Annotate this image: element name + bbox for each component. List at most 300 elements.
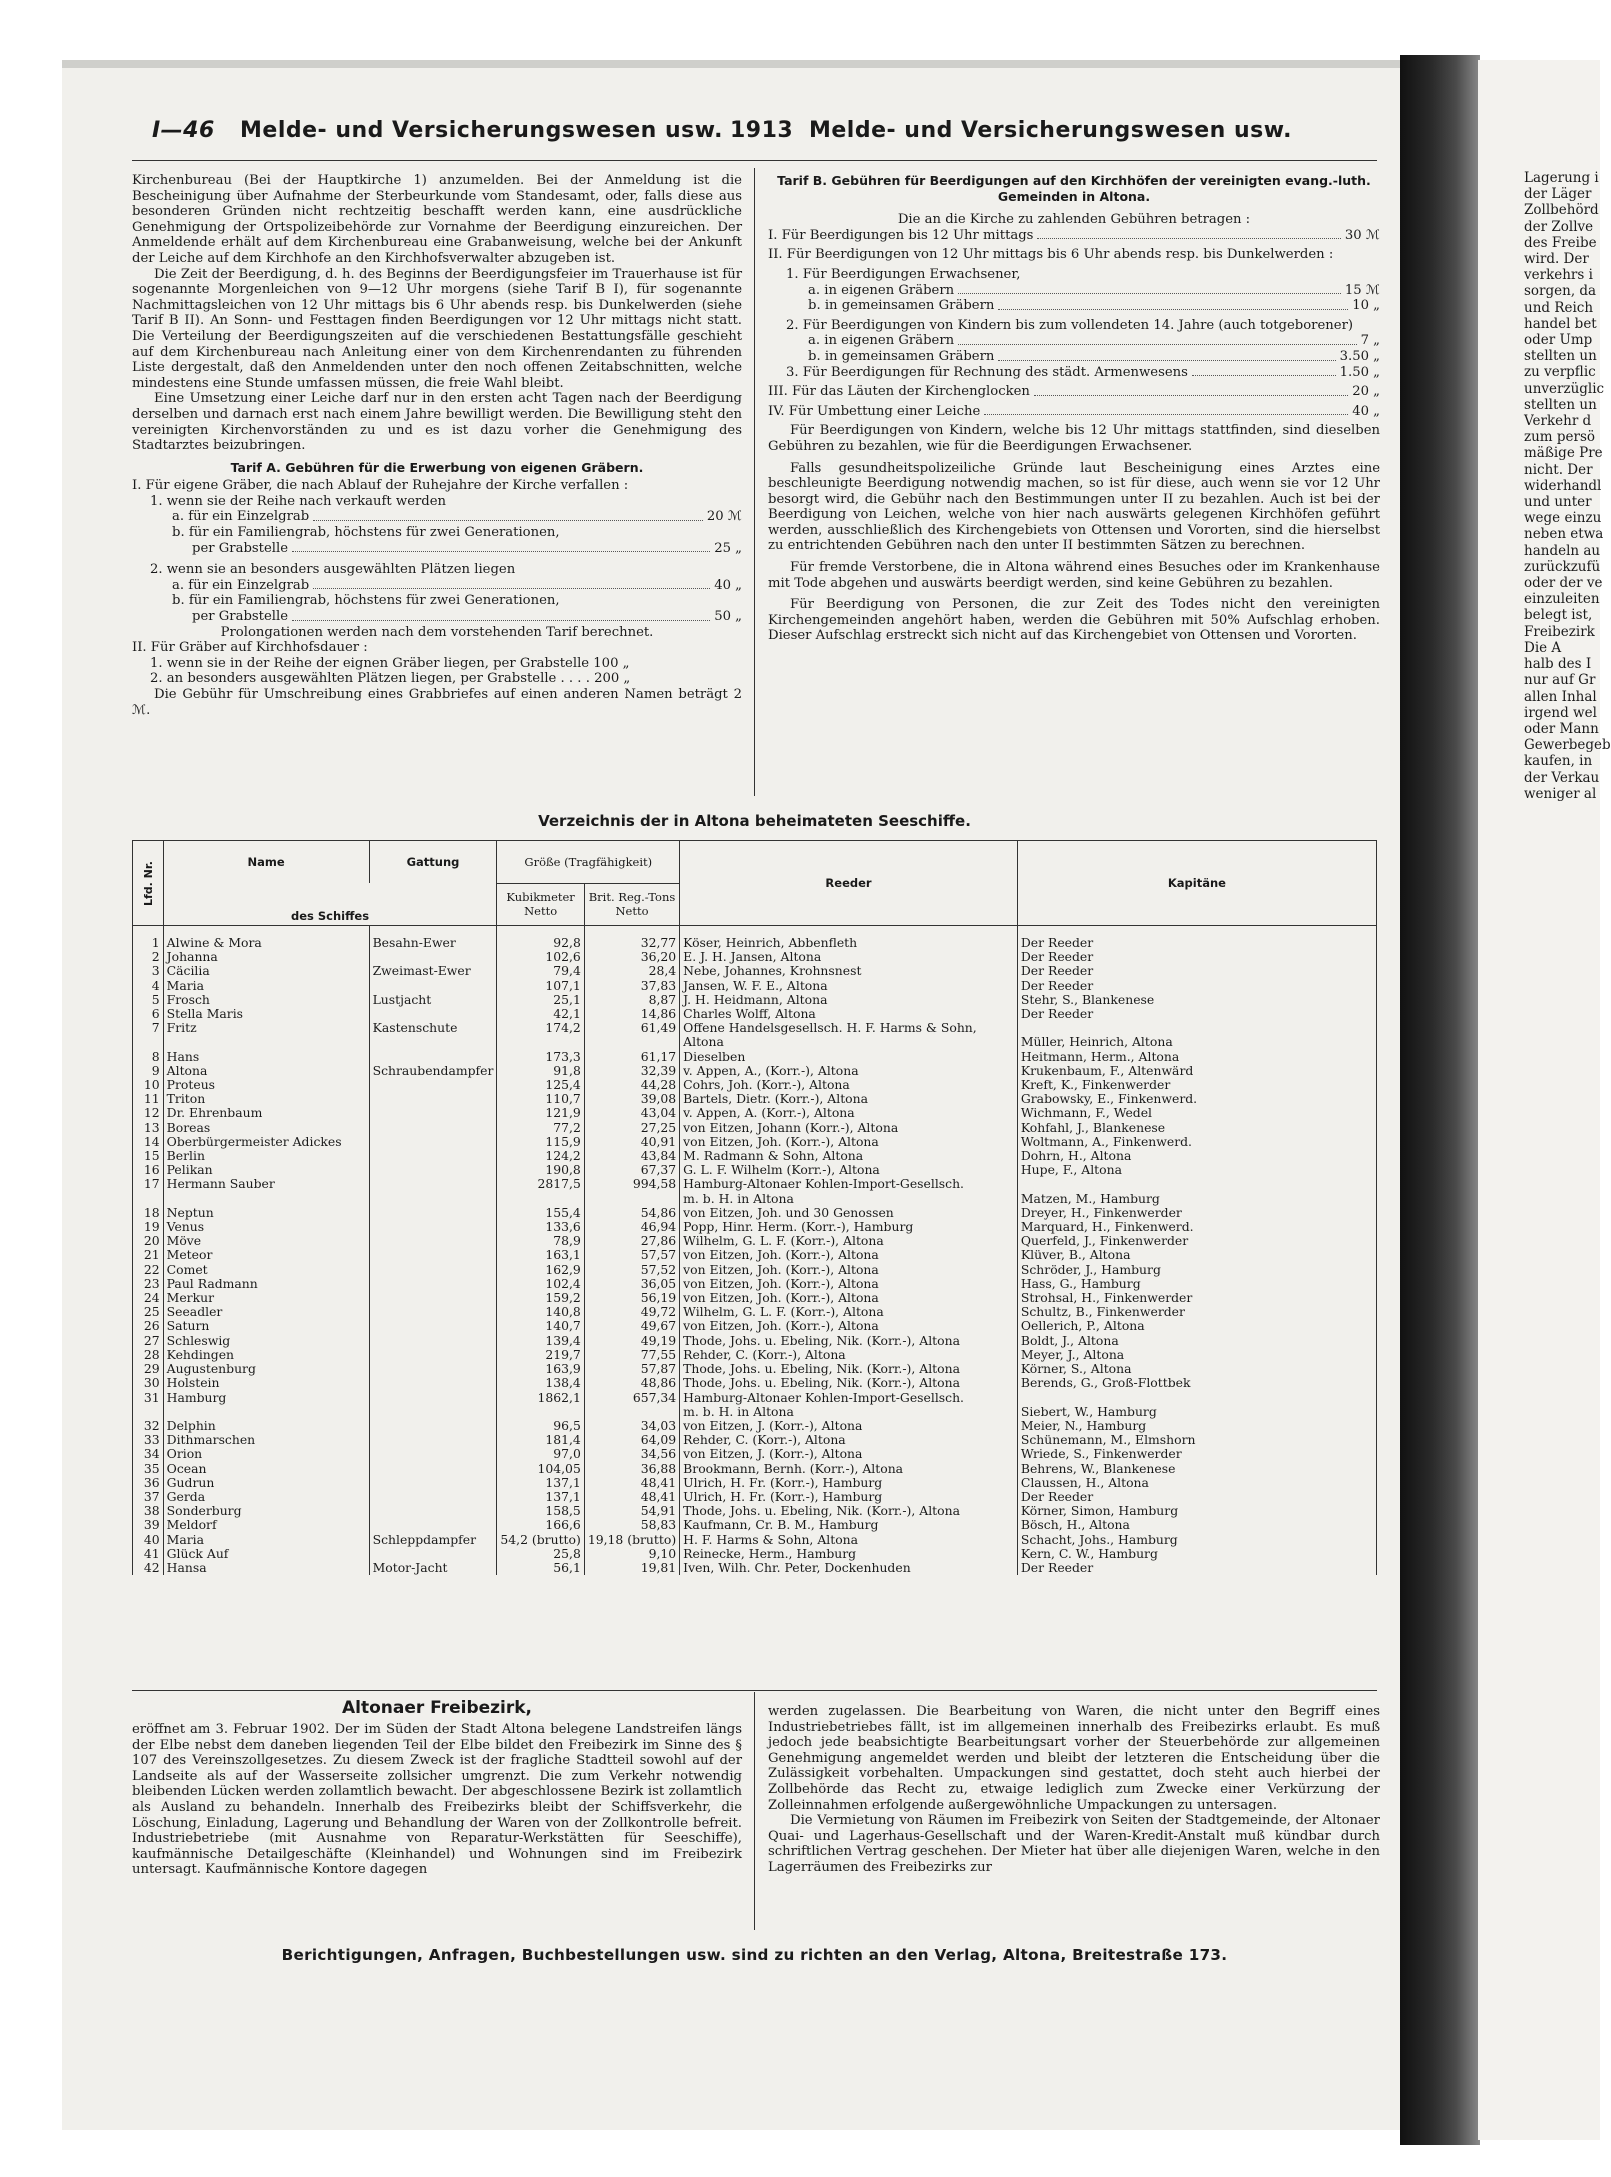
ship-captain: Der Reeder [1017, 1007, 1376, 1021]
table-row [133, 1490, 1377, 1504]
left-column [132, 173, 742, 718]
next-page-line: kaufen, in [1524, 753, 1593, 770]
ship-owner: Hamburg-Altonaer Kohlen-Import-Gesellsch. [680, 1177, 1018, 1191]
ship-brit: 34,03 [584, 1419, 679, 1433]
freibezirk-title: Altonaer Freibezirk, [341, 1698, 533, 1718]
ship-owner: Köser, Heinrich, Abbenfleth [680, 926, 1018, 951]
table-row [133, 1447, 1377, 1461]
ship-name: Maria [163, 979, 369, 993]
ship-brit: 43,84 [584, 1149, 679, 1163]
ship-name: Schleswig [163, 1334, 369, 1348]
next-page-line: mäßige Pre [1524, 445, 1603, 462]
ship-owner: von Eitzen, J. (Korr.-), Altona [680, 1447, 1018, 1461]
ship-type [369, 1177, 497, 1191]
ship-owner: Thode, Johs. u. Ebeling, Nik. (Korr.-), Altona [680, 1334, 1018, 1348]
tarif-label: I. Für Beerdigungen bis 12 Uhr mittags [768, 227, 1034, 243]
ship-name: Hansa [163, 1561, 369, 1575]
table-row [133, 1376, 1377, 1390]
table-row [133, 1305, 1377, 1319]
ship-type [369, 1263, 497, 1277]
tarif-row [768, 349, 1380, 365]
next-page-line: belegt ist, [1524, 607, 1593, 624]
ship-nr: 5 [133, 993, 164, 1007]
next-page-line: der Läger [1524, 186, 1592, 203]
ship-brit: 48,41 [584, 1476, 679, 1490]
ship-captain: Müller, Heinrich, Altona [1017, 1035, 1376, 1049]
ship-kubik: 102,6 [497, 950, 584, 964]
ship-brit: 48,86 [584, 1376, 679, 1390]
paragraph: eröffnet am 3. Februar 1902. Der im Süden der Stadt Altona belegene Landstreifen längs der Elbe nebst dem daneben liegenden Teil der Elbe bildet den Freibezirk im Sinne des § 107 des Vereinszollgesetzes. Zu diesem Zweck ist der fragliche Stadtteil sowohl auf der Landseite als auf der Wasserseite zollsicher umgrenzt. Die zum Verkehr notwendig bleibenden Lücken werden zollamtlich bewacht. Der abgeschlossene Bezirk ist zollamtlich als Ausland zu behandeln. Innerhalb des Freibezirks bleibt der Schiffsverkehr, die Löschung, Einladung, Lagerung und Behandlung der Waren von der Zollkontrolle befreit. Industriebetriebe (mit Ausnahme von Reparatur-Werkstätten für Seeschiffe), kaufmännische Detailgeschäfte (Kleinhandel) und Wohnungen sind im Freibezirk untersagt. Kaufmännische Kontore dagegen [132, 1722, 742, 1878]
ship-name: Fritz [163, 1021, 369, 1035]
ship-name: Orion [163, 1447, 369, 1461]
ship-brit: 44,28 [584, 1078, 679, 1092]
ship-kubik: 115,9 [497, 1135, 584, 1149]
ship-nr: 11 [133, 1092, 164, 1106]
ship-captain: Schultz, B., Finkenwerder [1017, 1305, 1376, 1319]
scan-top-edge [62, 60, 1402, 68]
ship-nr [133, 1035, 164, 1049]
ship-owner: Thode, Johs. u. Ebeling, Nik. (Korr.-), Altona [680, 1362, 1018, 1376]
book-gutter [1400, 55, 1480, 2145]
ship-kubik: 133,6 [497, 1220, 584, 1234]
paragraph: Falls gesundheitspolizeiliche Gründe laut Bescheinigung eines Arztes eine beschleunigte Beerdigung notwendig machen, so ist für diese, auch wenn sie vor 12 Uhr besorgt wird, die Gebühr nach den Bestimmungen unter II zu bezahlen. Auch ist bei der Beerdigung von Leichen, welche von hier nach auswärts gelegenen Kirchhöfen geführt werden, ausschließlich des Kirchengebiets von Ottensen und Vororten, sind die hierselbst zu entrichtenden Gebühren nach den unter II bestimmten Sätzen zu berechnen. [768, 460, 1380, 554]
table-row [133, 1121, 1377, 1135]
ship-type [369, 1447, 497, 1461]
tarif-line: 1. wenn sie in der Reihe der eignen Gräber liegen, per Grabstelle 100 „ [150, 655, 630, 671]
table-row [133, 950, 1377, 964]
tarif-label: a. für ein Einzelgrab [172, 577, 310, 593]
ship-name: Meldorf [163, 1518, 369, 1532]
running-title-right: Melde- und Versicherungswesen usw. [808, 118, 1292, 143]
ship-type [369, 1007, 497, 1021]
ship-owner: Nebe, Johannes, Krohnsnest [680, 964, 1018, 978]
ship-name: Kehdingen [163, 1348, 369, 1362]
ship-captain: Der Reeder [1017, 979, 1376, 993]
tarif-line: b. für ein Familiengrab, höchstens für zwei Generationen, [172, 593, 560, 609]
next-page-line: oder Ump [1524, 332, 1593, 349]
ship-kubik: 166,6 [497, 1518, 584, 1532]
table-row [133, 1035, 1377, 1049]
ship-owner: E. J. H. Jansen, Altona [680, 950, 1018, 964]
tarif-label: III. Für das Läuten der Kirchenglocken [768, 384, 1030, 400]
table-row [133, 1206, 1377, 1220]
ship-nr: 16 [133, 1163, 164, 1177]
ship-nr: 24 [133, 1291, 164, 1305]
table-row [133, 1248, 1377, 1262]
ship-captain: Woltmann, A., Finkenwerd. [1017, 1135, 1376, 1149]
ship-table-body [133, 926, 1377, 1576]
ship-type [369, 1518, 497, 1532]
ship-name: Neptun [163, 1206, 369, 1220]
ship-kubik: 102,4 [497, 1277, 584, 1291]
tarif-label: per Grabstelle [192, 540, 288, 556]
next-page-line: wege einzu [1524, 510, 1602, 527]
ship-type [369, 1078, 497, 1092]
ship-kubik: 158,5 [497, 1504, 584, 1518]
ship-kubik: 173,3 [497, 1050, 584, 1064]
ship-captain: Krukenbaum, F., Altenwärd [1017, 1064, 1376, 1078]
ship-kubik: 181,4 [497, 1433, 584, 1447]
header-groesse: Größe (Tragfähigkeit) [497, 841, 680, 884]
ship-kubik: 138,4 [497, 1376, 584, 1390]
ship-brit: 61,49 [584, 1021, 679, 1035]
ship-type [369, 1433, 497, 1447]
ship-kubik: 139,4 [497, 1334, 584, 1348]
tarif-b-title: Tarif B. Gebühren für Beerdigungen auf den Kirchhöfen der vereinigten evang.-luth. Gemeinden in Altona. [777, 173, 1371, 204]
ship-brit [584, 1035, 679, 1049]
ship-type [369, 1050, 497, 1064]
ship-brit: 49,72 [584, 1305, 679, 1319]
ship-kubik: 125,4 [497, 1078, 584, 1092]
table-row [133, 1263, 1377, 1277]
header-des-schiffes: des Schiffes [163, 883, 497, 926]
ship-captain: Der Reeder [1017, 950, 1376, 964]
table-row [133, 1064, 1377, 1078]
ship-captain: Siebert, W., Hamburg [1017, 1405, 1376, 1419]
next-page-line: halb des I [1524, 656, 1592, 673]
ship-type [369, 1391, 497, 1405]
ship-type: Schraubendampfer [369, 1064, 497, 1078]
tarif-a-title: Tarif A. Gebühren für die Erwerbung von eigenen Gräbern. [230, 459, 644, 475]
ship-captain: Heitmann, Herm., Altona [1017, 1050, 1376, 1064]
paragraph: Für Beerdigungen von Kindern, welche bis 12 Uhr mittags stattfinden, sind dieselben Gebühren zu bezahlen, wie für die Beerdigungen Erwachsener. [768, 423, 1380, 454]
ship-owner: m. b. H. in Altona [680, 1192, 1018, 1206]
ship-nr: 4 [133, 979, 164, 993]
ship-kubik: 137,1 [497, 1490, 584, 1504]
ship-captain: Hupe, F., Altona [1017, 1163, 1376, 1177]
ship-type [369, 1121, 497, 1135]
ship-name: Glück Auf [163, 1547, 369, 1561]
ship-nr: 25 [133, 1305, 164, 1319]
table-row [133, 1561, 1377, 1575]
table-row [133, 1291, 1377, 1305]
ship-nr: 13 [133, 1121, 164, 1135]
ship-name: Altona [163, 1064, 369, 1078]
ship-owner: Dieselben [680, 1050, 1018, 1064]
table-row [133, 1433, 1377, 1447]
ship-owner: Ulrich, H. Fr. (Korr.-), Hamburg [680, 1476, 1018, 1490]
tarif-line: 2. Für Beerdigungen von Kindern bis zum vollendeten 14. Jahre (auch totgeborener) [786, 317, 1354, 333]
ship-brit: 27,86 [584, 1234, 679, 1248]
right-column [768, 173, 1380, 644]
ship-brit: 19,18 (brutto) [584, 1533, 679, 1547]
ship-name: Venus [163, 1220, 369, 1234]
ship-owner: G. L. F. Wilhelm (Korr.-), Altona [680, 1163, 1018, 1177]
next-page-line: Verkehr d [1524, 413, 1592, 430]
ship-name [163, 1192, 369, 1206]
ship-kubik: 174,2 [497, 1021, 584, 1035]
ship-owner: Reinecke, Herm., Hamburg [680, 1547, 1018, 1561]
ship-brit: 27,25 [584, 1121, 679, 1135]
ship-nr: 23 [133, 1277, 164, 1291]
next-page-line: handel bet [1524, 315, 1597, 332]
ship-brit: 48,41 [584, 1490, 679, 1504]
ship-kubik: 219,7 [497, 1348, 584, 1362]
ship-captain: Klüver, B., Altona [1017, 1248, 1376, 1262]
next-page-line: zurückzufü [1524, 558, 1601, 575]
ship-owner: Altona [680, 1035, 1018, 1049]
ship-brit: 32,77 [584, 926, 679, 951]
table-row [133, 1007, 1377, 1021]
ship-owner: v. Appen, A., (Korr.-), Altona [680, 1064, 1018, 1078]
ship-captain: Wichmann, F., Wedel [1017, 1106, 1376, 1120]
tarif-line: 2. an besonders ausgewählten Plätzen liegen, per Grabstelle . . . . 200 „ [150, 671, 631, 687]
ship-name: Frosch [163, 993, 369, 1007]
ship-owner: Charles Wolff, Altona [680, 1007, 1018, 1021]
ship-brit: 56,19 [584, 1291, 679, 1305]
ship-nr: 27 [133, 1334, 164, 1348]
ship-captain: Wriede, S., Finkenwerder [1017, 1447, 1376, 1461]
tarif-label: IV. Für Umbettung einer Leiche [768, 403, 981, 419]
tarif-row [768, 384, 1380, 400]
table-row [133, 1220, 1377, 1234]
ship-captain [1017, 1177, 1376, 1191]
ship-kubik [497, 1192, 584, 1206]
ship-brit [584, 1192, 679, 1206]
ship-captain: Matzen, M., Hamburg [1017, 1192, 1376, 1206]
next-page-line: einzuleiten [1524, 591, 1600, 608]
next-page-line: zu verpflic [1524, 364, 1596, 381]
ship-type [369, 1476, 497, 1490]
tarif-value: 15 ℳ [1344, 282, 1380, 298]
ship-type [369, 1092, 497, 1106]
ship-brit: 40,91 [584, 1135, 679, 1149]
tarif-line: 1. Für Beerdigungen Erwachsener, [786, 266, 1021, 282]
ship-name: Seeadler [163, 1305, 369, 1319]
page-header [152, 118, 1292, 152]
tarif-row [768, 333, 1380, 349]
ship-brit: 36,88 [584, 1462, 679, 1476]
ship-brit: 14,86 [584, 1007, 679, 1021]
ship-name: Hamburg [163, 1391, 369, 1405]
table-row [133, 1050, 1377, 1064]
ship-nr [133, 1405, 164, 1419]
table-row [133, 1234, 1377, 1248]
ship-captain: Der Reeder [1017, 964, 1376, 978]
ship-name: Gerda [163, 1490, 369, 1504]
ship-type [369, 950, 497, 964]
ship-type [369, 1248, 497, 1262]
ship-name: Gudrun [163, 1476, 369, 1490]
ship-owner: Wilhelm, G. L. F. (Korr.-), Altona [680, 1234, 1018, 1248]
ship-type [369, 1234, 497, 1248]
ship-owner: Thode, Johs. u. Ebeling, Nik. (Korr.-), Altona [680, 1376, 1018, 1390]
table-row [133, 1334, 1377, 1348]
ship-brit: 37,83 [584, 979, 679, 993]
ship-owner: Bartels, Dietr. (Korr.-), Altona [680, 1092, 1018, 1106]
ship-nr: 30 [133, 1376, 164, 1390]
table-row [133, 1021, 1377, 1035]
ship-brit: 32,39 [584, 1064, 679, 1078]
next-page-line: Gewerbegeb [1524, 737, 1611, 754]
next-page-line: und Reich [1524, 299, 1594, 316]
tarif-value: 25 „ [714, 540, 742, 556]
ship-brit [584, 1405, 679, 1419]
tarif-line: II. Für Gräber auf Kirchhofsdauer : [132, 640, 368, 656]
ship-nr: 12 [133, 1106, 164, 1120]
ship-nr: 40 [133, 1533, 164, 1547]
ship-captain: Kohfahl, J., Blankenese [1017, 1121, 1376, 1135]
header-gattung: Gattung [369, 841, 497, 884]
ship-name [163, 1035, 369, 1049]
ship-captain: Dreyer, H., Finkenwerder [1017, 1206, 1376, 1220]
tarif-value: 3.50 „ [1339, 348, 1380, 364]
ship-captain: Schacht, Johs., Hamburg [1017, 1533, 1376, 1547]
tarif-label: b. in gemeinsamen Gräbern [808, 298, 995, 314]
next-page-line: oder der ve [1524, 575, 1603, 592]
ship-nr: 42 [133, 1561, 164, 1575]
ship-name: Triton [163, 1092, 369, 1106]
ship-owner: Iven, Wilh. Chr. Peter, Dockenhuden [680, 1561, 1018, 1575]
ship-kubik: 124,2 [497, 1149, 584, 1163]
ship-owner: Cohrs, Joh. (Korr.-), Altona [680, 1078, 1018, 1092]
running-title-left: Melde- und Versicherungswesen usw. [240, 118, 724, 143]
ship-nr: 6 [133, 1007, 164, 1021]
next-page-fragment [1478, 60, 1611, 2140]
ship-type: Motor-Jacht [369, 1561, 497, 1575]
ship-owner: von Eitzen, Joh. (Korr.-), Altona [680, 1248, 1018, 1262]
freibezirk-right [768, 1704, 1380, 1876]
ship-owner: Brookmann, Bernh. (Korr.-), Altona [680, 1462, 1018, 1476]
table-row [133, 1518, 1377, 1532]
ship-captain: Kreft, K., Finkenwerder [1017, 1078, 1376, 1092]
ship-nr: 31 [133, 1391, 164, 1405]
tarif-line: b. für ein Familiengrab, höchstens für zwei Generationen, [172, 525, 560, 541]
ship-captain: Claussen, H., Altona [1017, 1476, 1376, 1490]
ship-owner: Wilhelm, G. L. F. (Korr.-), Altona [680, 1305, 1018, 1319]
next-page-line: stellten un [1524, 396, 1597, 413]
next-page-line: Freibezirk [1524, 623, 1595, 640]
ship-captain: Stehr, S., Blankenese [1017, 993, 1376, 1007]
ship-brit: 54,86 [584, 1206, 679, 1220]
ship-name: Maria [163, 1533, 369, 1547]
ship-owner: von Eitzen, Joh. (Korr.-), Altona [680, 1277, 1018, 1291]
ship-nr: 39 [133, 1518, 164, 1532]
ship-kubik: 1862,1 [497, 1391, 584, 1405]
tarif-row [768, 228, 1380, 244]
ship-name: Proteus [163, 1078, 369, 1092]
paragraph: Für fremde Verstorbene, die in Altona während eines Besuches oder im Krankenhause mit Tode abgehen und auswärts beerdigt werden, sind keine Gebühren zu bezahlen. [768, 560, 1380, 591]
ship-nr: 33 [133, 1433, 164, 1447]
ship-owner: J. H. Heidmann, Altona [680, 993, 1018, 1007]
ship-type [369, 1319, 497, 1333]
table-row [133, 1149, 1377, 1163]
ship-nr: 20 [133, 1234, 164, 1248]
table-row [133, 1476, 1377, 1490]
section-rule [132, 1690, 1377, 1691]
ship-nr: 37 [133, 1490, 164, 1504]
tarif-value: 1.50 „ [1339, 364, 1380, 380]
ship-owner: von Eitzen, Johann (Korr.-), Altona [680, 1121, 1018, 1135]
tarif-value: 20 ℳ [706, 509, 742, 525]
ship-brit: 994,58 [584, 1177, 679, 1191]
ship-kubik: 97,0 [497, 1447, 584, 1461]
ship-type [369, 1419, 497, 1433]
ship-type [369, 1106, 497, 1120]
tarif-row [132, 578, 742, 594]
ship-owner: v. Appen, A. (Korr.-), Altona [680, 1106, 1018, 1120]
table-row [133, 1078, 1377, 1092]
footer-notice: Berichtigungen, Anfragen, Buchbestellungen usw. sind zu richten an den Verlag, Altona, Breitestraße 173. [281, 1946, 1228, 1964]
ship-kubik: 155,4 [497, 1206, 584, 1220]
next-page-line: irgend wel [1524, 704, 1597, 721]
ship-captain: Behrens, W., Blankenese [1017, 1462, 1376, 1476]
ship-type [369, 1135, 497, 1149]
tarif-line: II. Für Beerdigungen von 12 Uhr mittags bis 6 Uhr abends resp. bis Dunkelwerden : [768, 247, 1334, 263]
tarif-line: Prolongationen werden nach dem vorstehenden Tarif berechnet. [220, 624, 654, 640]
ship-type: Schleppdampfer [369, 1533, 497, 1547]
table-row [133, 1391, 1377, 1405]
table-row [133, 993, 1377, 1007]
tarif-label: per Grabstelle [192, 609, 288, 625]
table-row [133, 926, 1377, 951]
ship-type [369, 1149, 497, 1163]
header-nr: Lfd. Nr. [133, 841, 164, 926]
ship-kubik: 140,8 [497, 1305, 584, 1319]
ship-captain: Kern, C. W., Hamburg [1017, 1547, 1376, 1561]
ship-captain [1017, 1391, 1376, 1405]
ship-captain: Grabowsky, E., Finkenwerd. [1017, 1092, 1376, 1106]
ship-nr: 26 [133, 1319, 164, 1333]
ship-brit: 57,52 [584, 1263, 679, 1277]
next-page-line: allen Inhal [1524, 688, 1597, 705]
table-row [133, 964, 1377, 978]
ship-name: Sonderburg [163, 1504, 369, 1518]
table-row [133, 1106, 1377, 1120]
ship-name: Saturn [163, 1319, 369, 1333]
tarif-value: 50 „ [714, 609, 742, 625]
next-page-line: wird. Der [1524, 251, 1589, 268]
ship-brit: 36,05 [584, 1277, 679, 1291]
ship-type [369, 1220, 497, 1234]
ship-nr: 17 [133, 1177, 164, 1191]
paragraph: Für Beerdigung von Personen, die zur Zeit des Todes nicht den vereinigten Kirchengemeinden angehört haben, werden die Gebühren mit 50% Aufschlag erhoben. Dieser Aufschlag erstreckt sich nicht auf das Kirchengebiet von Ottensen und Vororten. [768, 597, 1380, 644]
tarif-label: a. für ein Einzelgrab [172, 509, 310, 525]
tarif-label: b. in gemeinsamen Gräbern [808, 348, 995, 364]
table-row [133, 1177, 1377, 1191]
next-page-line: Zollbehörd [1524, 202, 1599, 219]
next-page-line: sorgen, da [1524, 283, 1597, 300]
ship-kubik: 92,8 [497, 926, 584, 951]
ship-kubik [497, 1035, 584, 1049]
paragraph: Die Vermietung von Räumen im Freibezirk von Seiten der Stadtgemeinde, der Altonaer Quai- und Lagerhaus-Gesellschaft und der Waren-Kredit-Anstalt muß kündbar durch schriftlichen Vertrag geschehen. Der Mieter hat über alle diejenigen Waren, welche in den Lagerräumen des Freibezirks zur [768, 1813, 1380, 1875]
table-row [133, 1135, 1377, 1149]
header-name: Name [163, 841, 369, 884]
ship-type [369, 1362, 497, 1376]
ship-brit: 49,19 [584, 1334, 679, 1348]
ship-nr: 14 [133, 1135, 164, 1149]
table-row [133, 1405, 1377, 1419]
ship-nr [133, 1192, 164, 1206]
next-page-line: oder Mann [1524, 720, 1599, 737]
tarif-label: 3. Für Beerdigungen für Rechnung des städt. Armenwesens [786, 364, 1188, 380]
ship-brit: 46,94 [584, 1220, 679, 1234]
ship-brit: 67,37 [584, 1163, 679, 1177]
ship-kubik: 25,8 [497, 1547, 584, 1561]
column-divider [754, 1692, 755, 1930]
header-reeder: Reeder [680, 841, 1018, 926]
ship-brit: 8,87 [584, 993, 679, 1007]
ship-nr: 1 [133, 926, 164, 951]
table-row [133, 1319, 1377, 1333]
header-rule [132, 160, 1377, 161]
ship-type [369, 1376, 497, 1390]
ship-nr: 41 [133, 1547, 164, 1561]
ship-owner: H. F. Harms & Sohn, Altona [680, 1533, 1018, 1547]
ship-name: Oberbürgermeister Adickes [163, 1135, 369, 1149]
next-page-line: Die A [1524, 639, 1562, 656]
ship-name: Meteor [163, 1248, 369, 1262]
